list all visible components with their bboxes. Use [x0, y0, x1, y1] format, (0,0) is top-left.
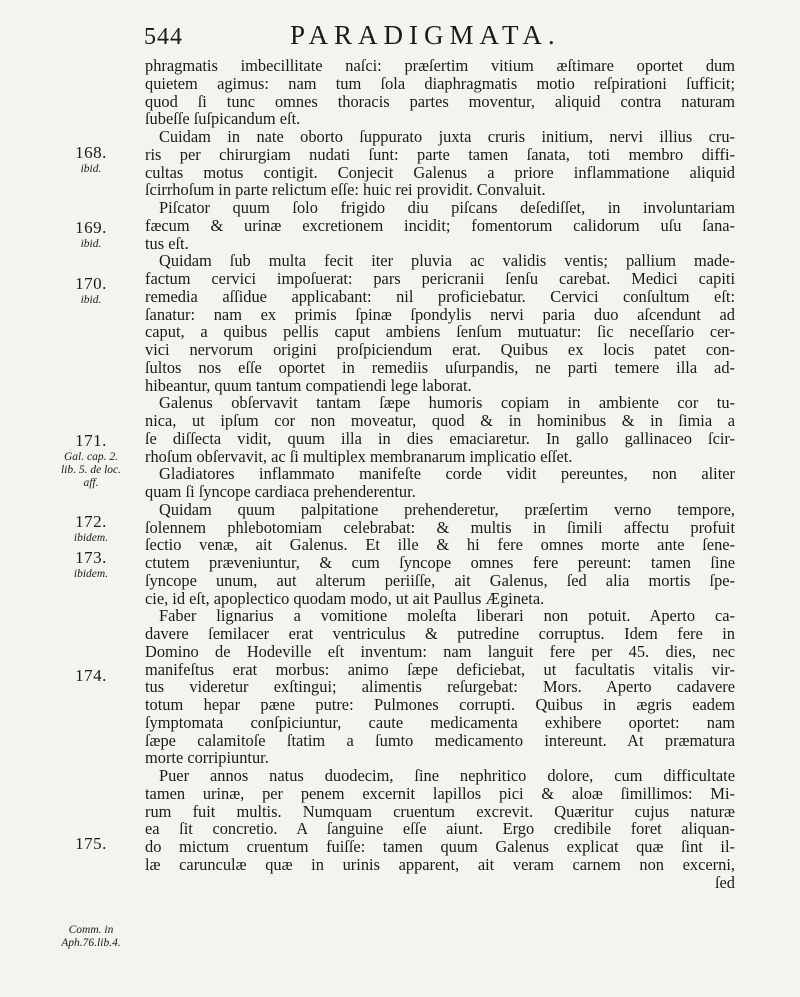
margin-note: [48, 274, 140, 307]
text-line: vici nervorum origini proſpiciendum erat. Quibus ex locis patet con-: [145, 340, 735, 359]
text-line: Piſcator quum ſolo frigido diu piſcans deſediſſet, in involuntariam: [159, 198, 735, 217]
paragraph: [145, 252, 735, 394]
paragraph: [145, 394, 735, 465]
text-line: nica, ut ipſum cor non moveatur, quod & in hominibus & in ſimia a: [145, 411, 735, 430]
text-line: Domino de Hodeville eſt inventum: nam languit fere per 45. dies, nec: [145, 641, 735, 661]
margin-note: [48, 218, 140, 251]
text-line: Puer annos natus duodecim, ſine nephritico dolore, cum difficultate: [159, 766, 735, 785]
text-line: ris per chirurgiam nudati ſunt: parte tamen ſanata, toti membro diffi-: [145, 144, 735, 164]
text-line: læ carunculæ quæ in urinis apparent, ait veram carnem non excerni,: [145, 854, 735, 874]
text-line: tamen urinæ, per penem excernit lapillos pici & aloæ ſimillimos: Mi-: [145, 783, 735, 803]
paragraph: [145, 128, 735, 199]
text-line: tus eſt.: [145, 233, 189, 253]
text-line: ſyncope unum, aut alterum periiſſe, ait Galenus, ſed alia mortis ſpe-: [145, 570, 735, 590]
paragraph: [145, 57, 735, 128]
paragraph: [145, 767, 735, 874]
text-line: Cuidam in nate oborto ſuppurato juxta cruris initium, nervi illius cru-: [159, 127, 735, 146]
text-line: ſubeſſe ſuſpicandum eſt.: [145, 109, 301, 129]
margin-note: [48, 924, 140, 950]
text-line: davere ſemilacer erat ventriculus & putredine corruptus. Idem fere in: [145, 624, 735, 643]
paragraph: [145, 607, 735, 767]
text-line: quod ſi tunc omnes thoracis partes moventur, aliquid contra naturam: [145, 91, 735, 111]
text-line: ſcirrhoſum in parte relictum eſſe: huic rei providit. Convaluit.: [145, 180, 546, 200]
text-line: quietem agimus: nam tum ſola diaphragmatis motio reſpirationi ſufficit;: [145, 73, 735, 93]
text-line: quam ſi ſyncope cardiaca prehenderentur.: [145, 482, 416, 501]
page-number: 544: [144, 24, 183, 50]
margin-note: [48, 512, 140, 545]
text-line: Quidam quum palpitatione prehenderetur, præſertim verno tempore,: [159, 499, 735, 519]
text-line: ſanatur: nam ex primis ſpinæ ſpondylis nervi paria duo aſcendunt ad: [145, 304, 735, 324]
text-line: totum hepar pæne putre: Pulmones corrupti. Quibus in ægris eadem: [145, 695, 735, 714]
margin-note-number: 174.: [75, 666, 107, 685]
body-text: [145, 57, 735, 891]
margin-note-number: 170.: [75, 274, 107, 293]
margin-note-number: 169.: [75, 218, 107, 237]
text-line: manifeſtus erat morbus: animo ſæpe deficiebat, ut facultatis vitalis vir-: [145, 659, 735, 679]
margin-note-citation: Comm. in Aph.76.lib.4.: [61, 924, 121, 949]
text-line: ſultos nos eſſe oportet in remediis uſurpandis, ne parti temere illa ad-: [145, 357, 735, 377]
text-line: factum cervici impoſuerat: pars pericranii ſenſu carebat. Medici capiti: [145, 269, 735, 288]
text-line: hibeantur, quum tantum compatiendi lege laborat.: [145, 375, 472, 395]
margin-note-citation: ibid.: [80, 238, 102, 250]
text-line: ſolennem phlebotomiam celebrabat: & multis in ſimili affectu profuit: [145, 517, 735, 537]
text-line: cie, id eſt, apoplectico quodam modo, ut ait Paullus Æginetа.: [145, 588, 545, 608]
text-line: Faber lignarius a vomitione moleſta liberari non potuit. Aperto ca-: [159, 606, 735, 626]
margin-note-number: 175.: [75, 834, 107, 853]
text-line: ſymptomata conſpiciuntur, caute medicamenta exhibere oportet: nam: [145, 712, 735, 732]
text-line: ctutem præveniuntur, & cum ſyncope omnes fere pereunt: tamen ſine: [145, 553, 735, 572]
margin-note-citation: ibidem.: [73, 568, 109, 580]
text-line: rum fuit multis. Numquam cruentum excrevit. Quæritur cujus naturæ: [145, 801, 735, 821]
text-line: Galenus obſervavit tantam ſæpe humoris copiam in ambiente cor tu-: [159, 393, 735, 413]
text-line: rhoſum obſervavit, ac ſi multiplex membranarum implicatio eſſet.: [145, 446, 573, 466]
margin-note-number: 171.: [75, 431, 107, 450]
text-line: tus videretur exſtingui; alimentis reſurgebat: Mors. Aperto cadavere: [145, 677, 735, 697]
running-head: PARADIGMATA.: [290, 20, 561, 50]
paragraph: [145, 199, 735, 252]
margin-note-citation: Gal. cap. 2. lib. 5. de loc. aff.: [60, 451, 122, 489]
margin-note: [48, 431, 140, 490]
margin-note: [48, 143, 140, 176]
text-line: Gladiatores inflammato manifeſte corde vidit pereuntes, non aliter: [159, 464, 735, 484]
margin-note-number: 172.: [75, 512, 107, 531]
text-line: ſæpe calamitoſe ſtatim a ſumto medicamento intereunt. At præmatura: [145, 730, 735, 750]
text-line: caput, a quibus pellis caput ambiens ſenſum mutuatur: ſic neceſſario cer-: [145, 322, 735, 342]
text-line: remedia aſſidue applicabant: nil proficiebatur. Cervici conſultum eſt:: [145, 286, 735, 306]
margin-note-citation: ibid.: [80, 163, 102, 175]
catchword: ſed: [714, 872, 735, 892]
paragraph: [145, 501, 735, 608]
text-line: ſectio venæ, ait Galenus. Et ille & hi fere omnes morte ante ſene-: [145, 535, 735, 555]
margin-note-citation: ibidem.: [73, 532, 109, 544]
text-line: fæcum & urinæ excretionem incidit; fomentorum calidorum uſu ſana-: [145, 215, 735, 235]
paragraph: [145, 465, 735, 501]
margin-note-citation: ibid.: [80, 294, 102, 306]
margin-note: [48, 548, 140, 581]
margin-note-number: 173.: [75, 548, 107, 567]
page-header: [140, 18, 740, 54]
margin-note: [48, 834, 140, 854]
text-line: cultas motus contigit. Conjecit Galenus a priore inflammatione aliquid: [145, 162, 735, 182]
text-line: morte corripiuntur.: [145, 748, 269, 768]
margin-note: [48, 666, 140, 686]
margin-note-number: 168.: [75, 143, 107, 162]
text-line: ea ſit concretio. A ſanguine eſſe aiunt. Ergo credibile foret aliquan-: [145, 819, 735, 839]
text-line: Quidam ſub multa fecit iter pluvia ac validis ventis; pallium made-: [159, 251, 735, 271]
text-line: phragmatis imbecillitate naſci: præſertim vitium æſtimare oportet dum: [145, 56, 735, 75]
text-line: ſe diſſecta vidit, quum illa in dies emaciaretur. In gallo gallinaceo ſcir-: [145, 428, 735, 448]
text-line: do mictum cruentum fuiſſe: tamen quum Galenus explicat quæ ſint il-: [145, 837, 735, 856]
